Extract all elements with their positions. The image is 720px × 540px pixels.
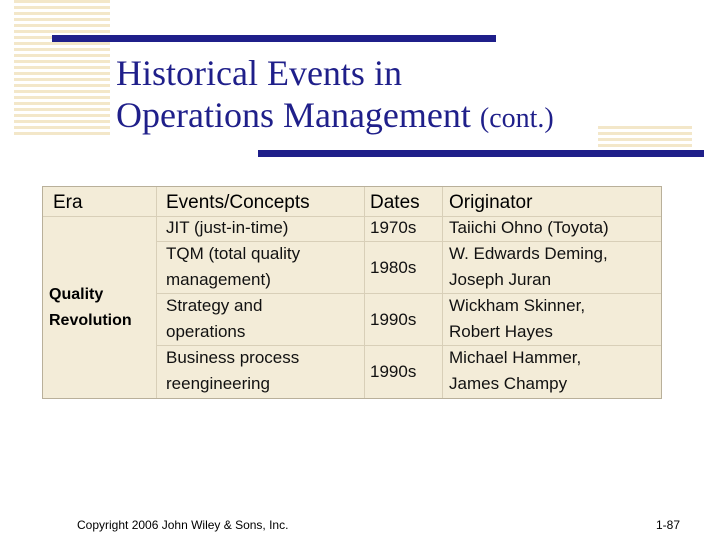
title-line-2-text: Operations Management	[116, 95, 471, 135]
event-line: Business process	[166, 348, 300, 367]
row-divider	[156, 241, 661, 242]
history-table	[42, 186, 662, 399]
title-accent-bar-bottom	[258, 150, 704, 157]
event-line: reengineering	[166, 374, 270, 393]
copyright-footer: Copyright 2006 John Wiley & Sons, Inc.	[77, 518, 289, 532]
title-line-1: Historical Events in	[116, 53, 402, 93]
date-cell: 1980s	[370, 258, 417, 277]
originator-line: Michael Hammer,	[449, 348, 582, 367]
era-line: Quality	[49, 286, 104, 303]
originator-line: Joseph Juran	[449, 270, 552, 289]
title-accent-bar-top	[52, 35, 496, 42]
event-line: Strategy and	[166, 296, 263, 315]
row-divider	[156, 345, 661, 346]
header-originator: Originator	[449, 192, 533, 213]
event-line: operations	[166, 322, 246, 341]
date-cell: 1970s	[370, 218, 417, 237]
header-events: Events/Concepts	[166, 192, 310, 213]
title-cont-suffix: (cont.)	[479, 103, 554, 134]
date-cell: 1990s	[370, 310, 417, 329]
event-line: management)	[166, 270, 271, 289]
originator-line: Robert Hayes	[449, 322, 553, 341]
originator-line: Taiichi Ohno (Toyota)	[449, 218, 609, 237]
event-line: TQM (total quality	[166, 244, 301, 263]
era-cell	[49, 282, 132, 334]
row-divider	[156, 293, 661, 294]
originator-line: James Champy	[449, 374, 568, 393]
era-line: Revolution	[49, 312, 132, 329]
decorative-hatch-pattern	[14, 0, 110, 136]
originator-line: W. Edwards Deming,	[449, 244, 608, 263]
events-column	[166, 215, 300, 397]
header-dates: Dates	[370, 192, 420, 213]
page-number: 1-87	[656, 518, 681, 532]
date-cell: 1990s	[370, 362, 417, 381]
header-era: Era	[53, 192, 83, 213]
originator-column	[449, 215, 609, 397]
originator-line: Wickham Skinner,	[449, 296, 586, 315]
event-line: JIT (just-in-time)	[166, 218, 289, 237]
